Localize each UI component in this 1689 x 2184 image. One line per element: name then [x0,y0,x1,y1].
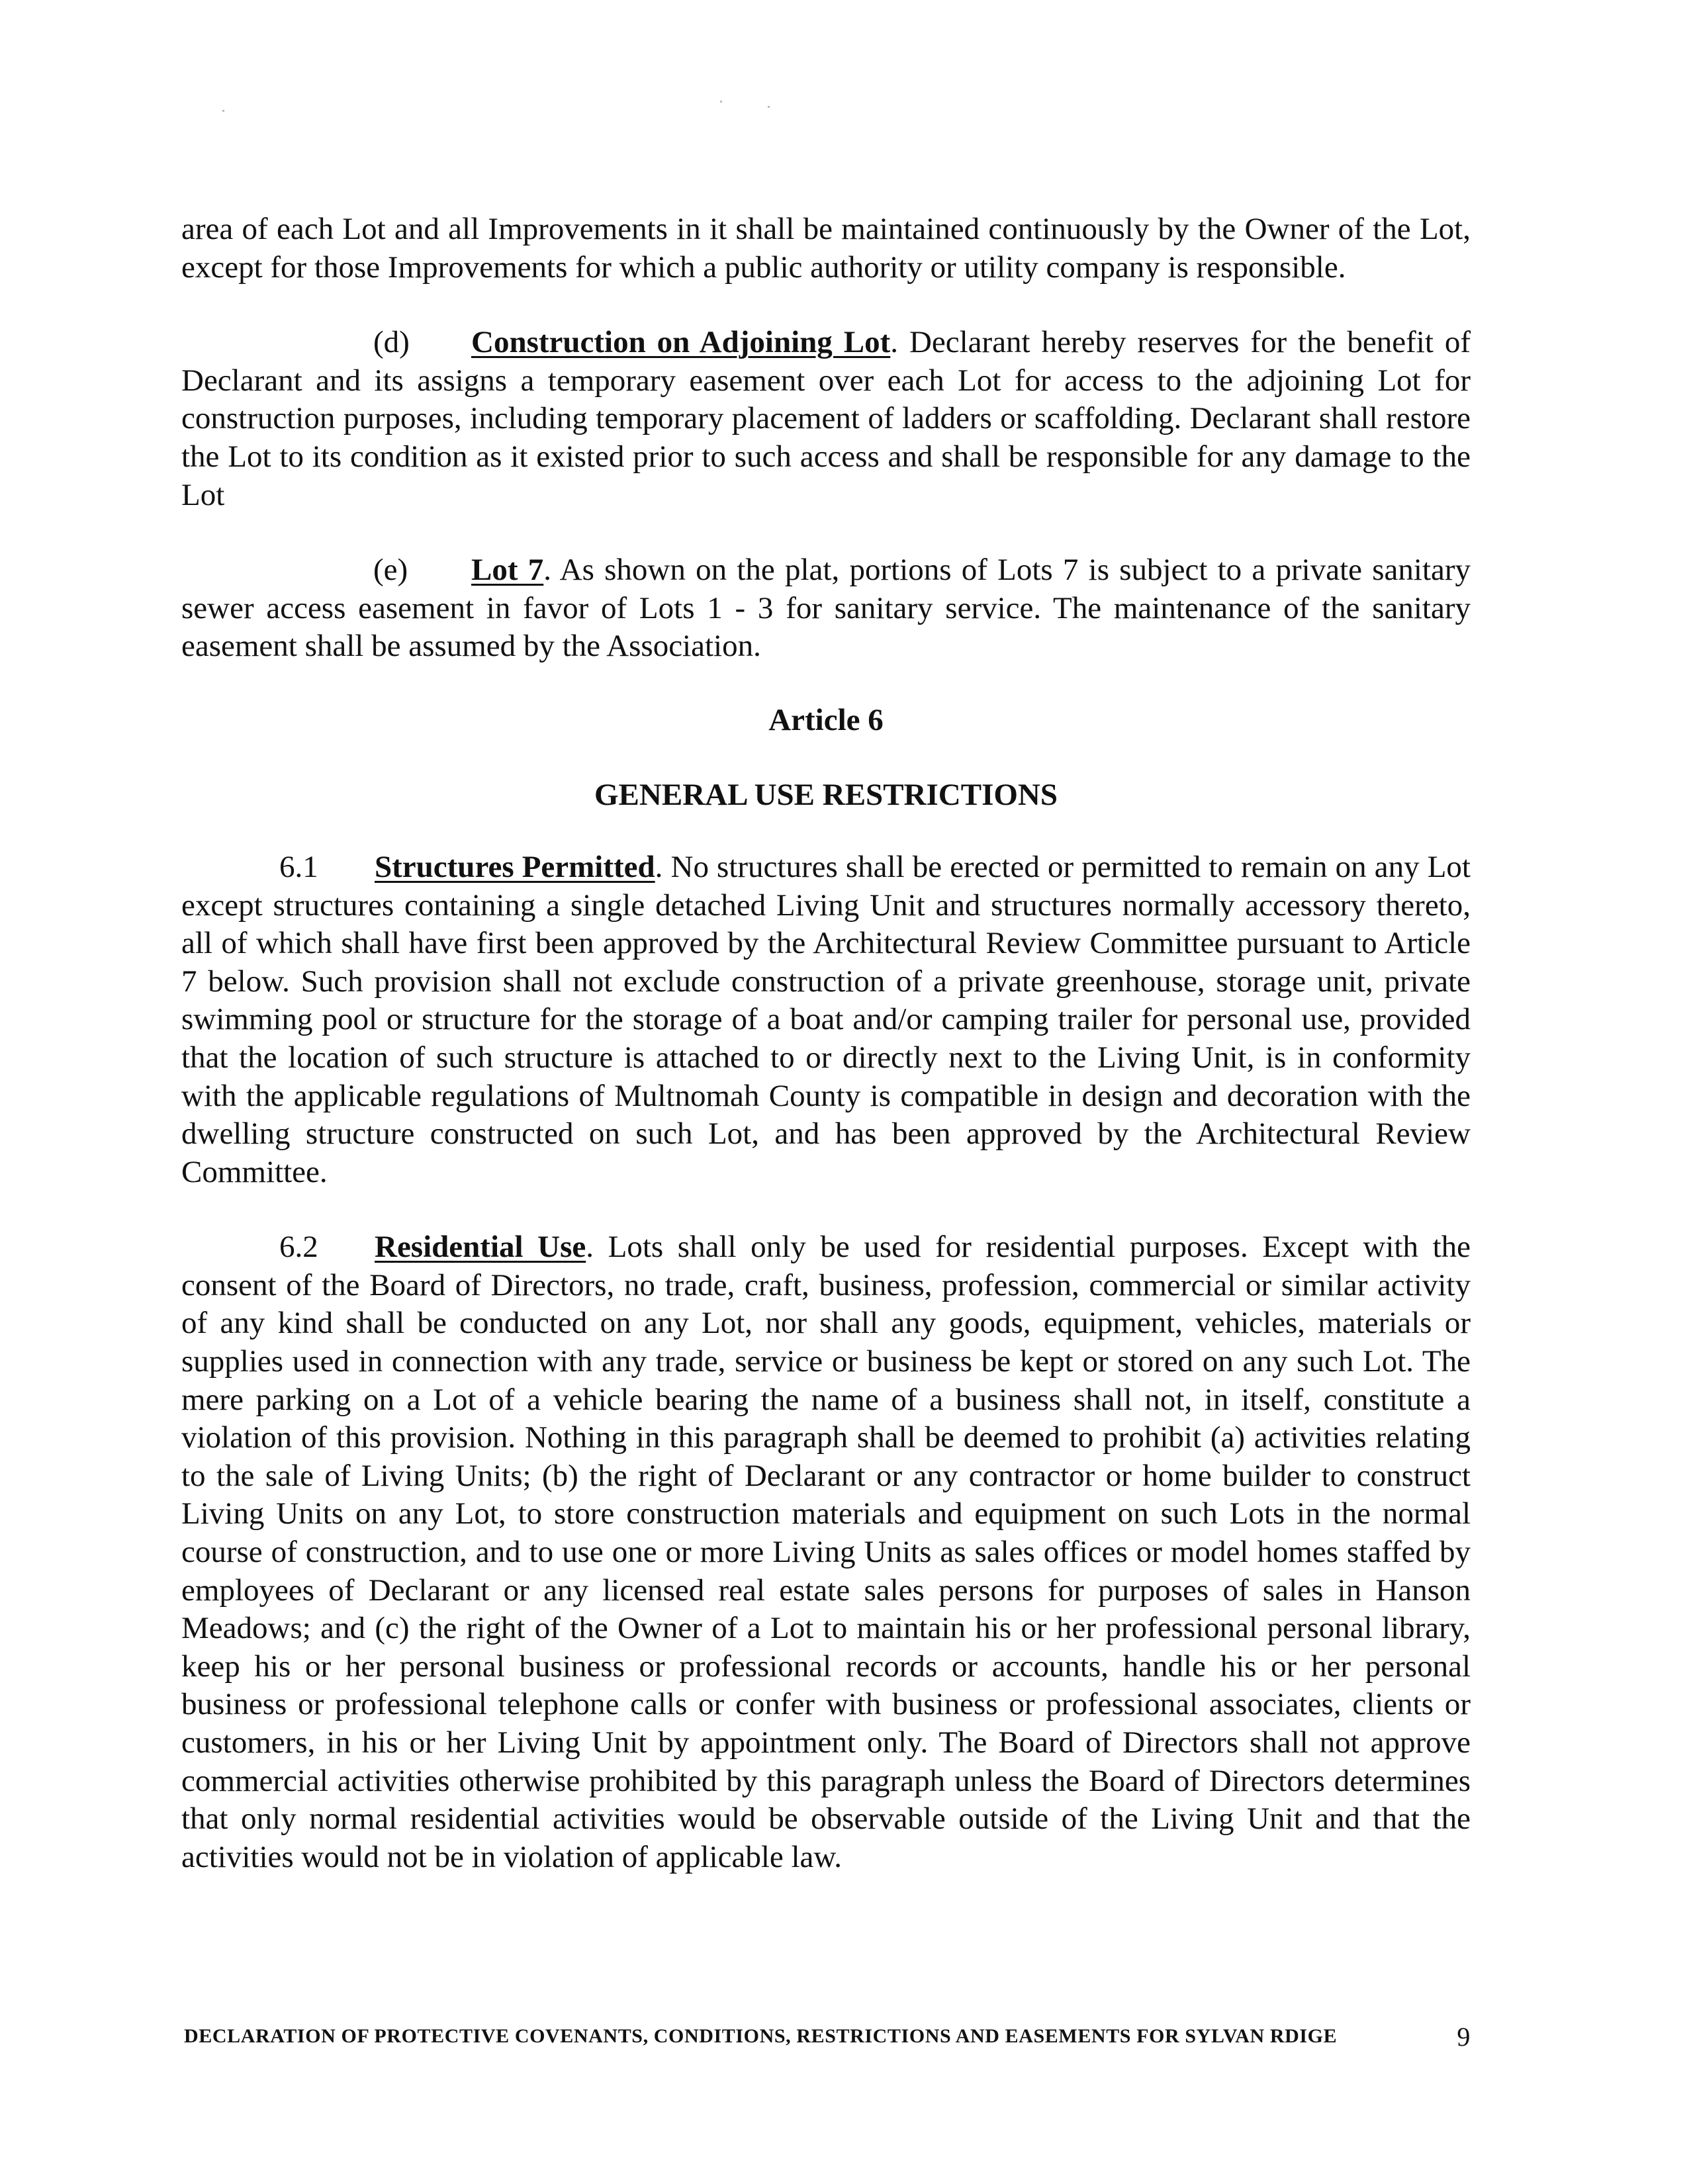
section-number: 6.2 [279,1230,318,1265]
section-number: 6.1 [279,849,318,884]
section-text: . Lots shall only be used for residential purposes. Except with the consent of the Board of Directors, no trade, craft, business, profession, commercial or similar activity of any kind shall be conducted on any Lot, nor shall any goods, equipment, vehicles, materials or supplies used in connection with any trade, service or business be kept or stored on any such Lot. The mere parking on a Lot of a vehicle bearing the name of a business shall not, in itself, constitute a violation of this provision. Nothing in this paragraph shall be deemed to prohibit (a) activities relating to the sale of Living Units; (b) the right of Declarant or any contractor or home builder to construct Living Units on any Lot, to store construction materials and equipment on such Lots in the normal course of construction, and to use one or more Living Units as sales offices or model homes staffed by employees of Declarant or any licensed real estate sales persons for purposes of sales in Hanson Meadows; and (c) the right of the Owner of a Lot to maintain his or her professional personal library, keep his or her personal business or professional records or accounts, handle his or her personal business or professional telephone calls or confer with business or professional associates, clients or customers, in his or her Living Unit by appointment only. The Board of Directors shall not approve commercial activities otherwise prohibited by this paragraph unless the Board of Directors determines that only normal residential activities would be observable outside of the Living Unit and that the activities would not be in violation of applicable law. [181,1230,1471,1874]
subsection-text: . As shown on the plat, portions of Lots 7 is subject to a private sanitary sewer access easement in favor of Lots 1 - 3 for sanitary service. The maintenance of the sanitary easement shall be assumed by the Association. [181,553,1471,664]
section-heading: Residential Use [375,1230,586,1265]
scan-speck [720,101,722,103]
scan-speck [768,106,770,108]
paragraph-construction-adjoining-lot [181,324,1471,514]
subsection-heading: Lot 7 [471,553,544,588]
paragraph-lot-7 [181,551,1471,666]
article-title: GENERAL USE RESTRICTIONS [594,777,1058,812]
section-heading: Structures Permitted [375,849,655,884]
subsection-heading: Construction on Adjoining Lot [471,325,891,360]
subsection-label: (e) [373,553,408,588]
page-number: 9 [1457,2022,1471,2052]
article-heading: Article 6 [768,702,884,737]
section-6-2 [181,1228,1471,1876]
subsection-label: (d) [373,325,410,360]
subsection-text: . Declarant hereby reserves for the benefit of Declarant and its assigns a temporary easement over each Lot for access to the adjoining Lot for construction purposes, including temporary placement of ladders or scaffolding. Declarant shall restore the Lot to its condition as it existed prior to such access and shall be responsible for any damage to the Lot [181,325,1471,512]
paragraph-continuation: area of each Lot and all Improvements in it shall be maintained continuously by the Owner of the Lot, except for those Improvements for which a public authority or utility company is responsible. [181,212,1471,285]
section-text: . No structures shall be erected or permitted to remain on any Lot except structures containing a single detached Living Unit and structures normally accessory thereto, all of which shall have first been approved by the Architectural Review Committee pursuant to Article 7 below. Such provision shall not exclude construction of a private greenhouse, storage unit, private swimming pool or structure for the storage of a boat and/or camping trailer for personal use, provided that the location of such structure is attached to or directly next to the Living Unit, is in conformity with the applicable regulations of Multnomah County is compatible in design and decoration with the dwelling structure constructed on such Lot, and has been approved by the Architectural Review Committee. [181,849,1471,1189]
section-6-1 [181,848,1471,1191]
footer-title: DECLARATION OF PROTECTIVE COVENANTS, CONDITIONS, RESTRICTIONS AND EASEMENTS FOR SYLVAN RDIGE [184,2025,1338,2047]
scan-speck [222,110,224,112]
document-body [181,210,1471,1876]
page-footer [184,2022,1471,2052]
